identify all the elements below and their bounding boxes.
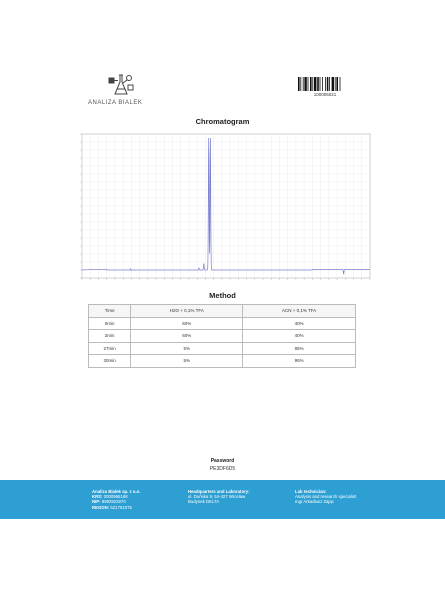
nip-label: NIP: <box>92 499 101 505</box>
krs-label: KRS: <box>92 494 103 500</box>
company-name: Analiza Bialek sp. z o.o. <box>92 489 141 494</box>
table-cell: 2min <box>89 330 131 343</box>
regon-value: 521751075 <box>110 504 132 510</box>
table-cell: 40% <box>243 317 356 330</box>
password-label: Password <box>210 458 235 464</box>
table-header-cell: H2O + 0,1% TFA <box>131 305 243 318</box>
password-value: PE3DF6D5 <box>209 466 236 472</box>
table-row <box>89 317 356 330</box>
table-cell: 0min <box>89 317 131 330</box>
chromatogram-title: Chromatogram <box>195 117 250 126</box>
table-cell: 27min <box>89 342 131 355</box>
lab-role: Analysis and research specialist <box>295 494 357 500</box>
footer <box>0 480 445 519</box>
lab-flask-icon <box>106 72 136 98</box>
hq-building: Budynek DELTA <box>188 499 220 505</box>
regon-label: REGON: <box>92 504 110 510</box>
table-cell: 40% <box>243 330 356 343</box>
lab-technician-name: mgr Arkadiusz Zając <box>295 499 334 505</box>
table-row <box>89 355 356 368</box>
chromatogram-chart <box>70 128 376 289</box>
table-row <box>89 330 356 343</box>
hq-address: ul. Duńska 9, 54-427 Wrocław <box>188 494 246 500</box>
logo-text: ANALIZA BIALEK <box>88 100 143 106</box>
table-header-row <box>89 305 356 318</box>
barcode <box>298 77 352 97</box>
method-title: Method <box>209 291 236 300</box>
hq-title: Headquarters and Laboratory: <box>188 489 250 494</box>
table-header-cell: Time <box>89 305 131 318</box>
footer-company <box>92 489 140 510</box>
company-logo <box>88 72 156 106</box>
method-table <box>88 304 356 368</box>
table-cell: 5% <box>131 342 243 355</box>
table-cell: 95% <box>243 355 356 368</box>
barcode-number: 100005021 <box>313 92 337 97</box>
table-cell: 60% <box>131 330 243 343</box>
table-cell: 5% <box>131 355 243 368</box>
lab-title: Lab technician: <box>295 489 327 494</box>
table-cell: 95% <box>243 342 356 355</box>
table-header-cell: ACN + 0,1% TFA <box>243 305 356 318</box>
table-cell: 30min <box>89 355 131 368</box>
footer-hq <box>188 489 250 505</box>
table-row <box>89 342 356 355</box>
table-cell: 60% <box>131 317 243 330</box>
footer-lab <box>295 489 356 505</box>
krs-value: 0000966168 <box>103 494 128 500</box>
barcode-icon <box>298 77 352 91</box>
nip-value: 8982922970 <box>101 499 126 505</box>
